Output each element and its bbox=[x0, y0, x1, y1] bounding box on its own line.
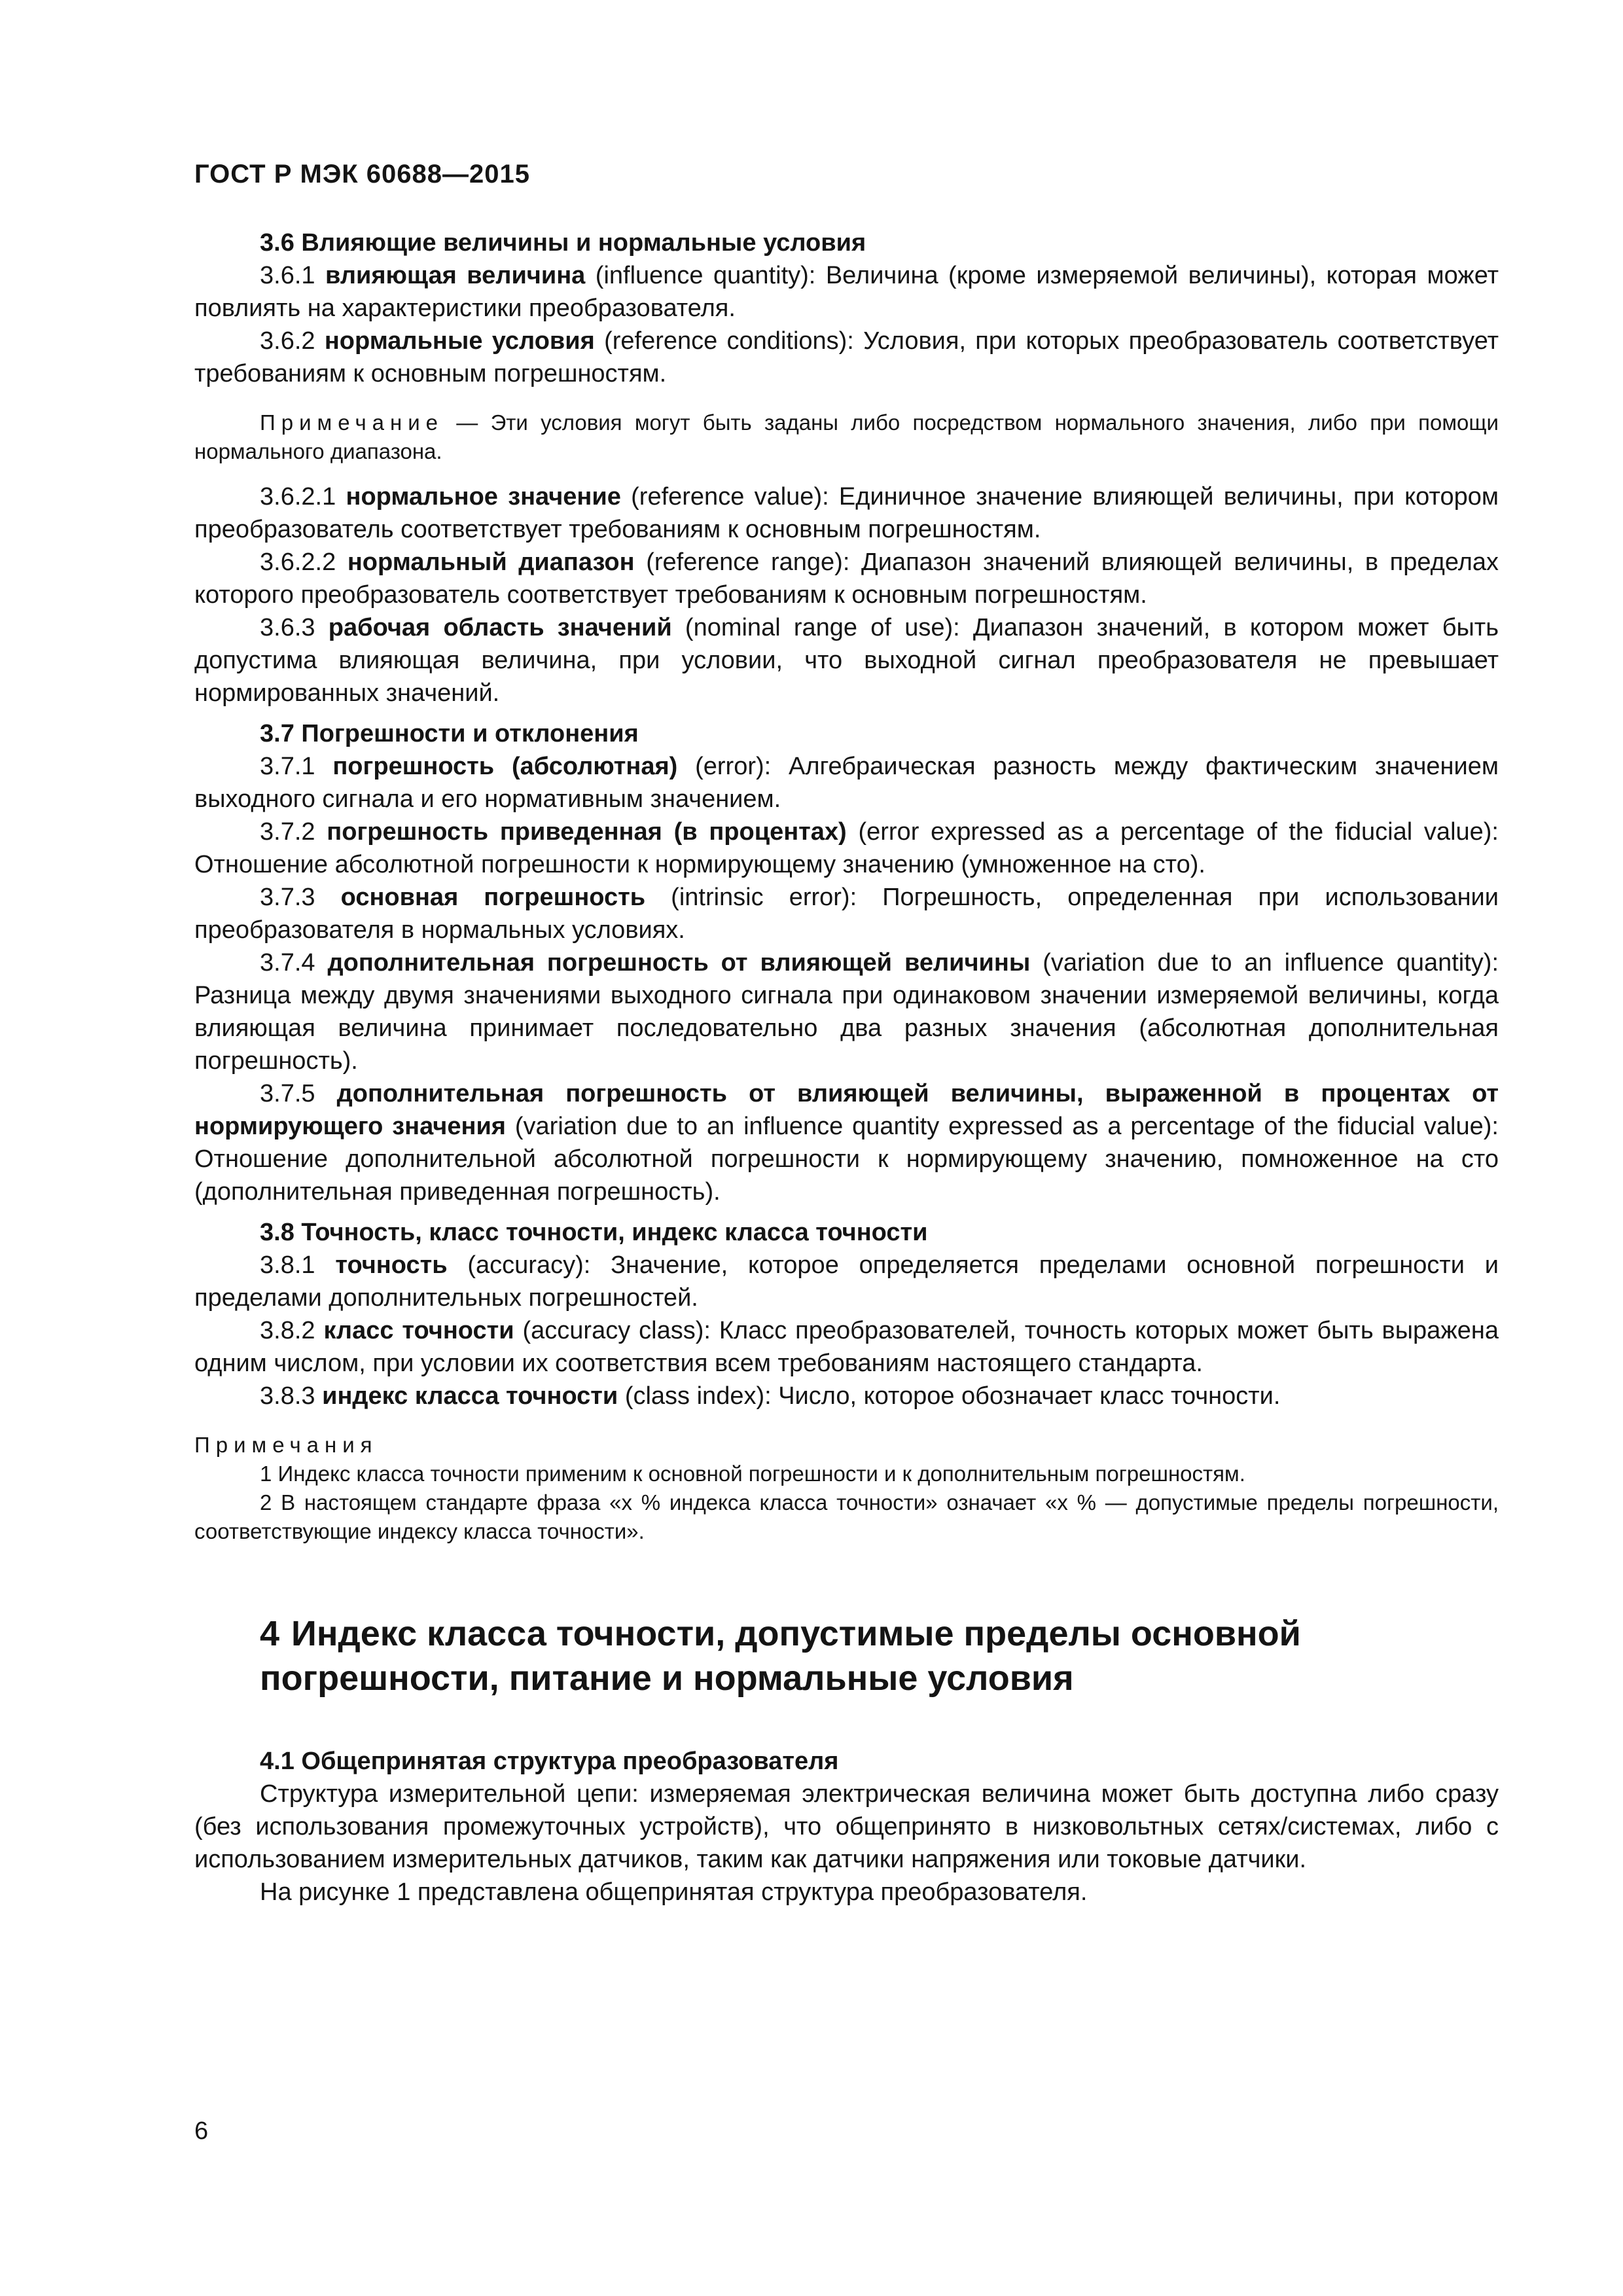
definition: (reference conditions): Условия, при которых преобразователь соответствует требованиям к основным погрешностям. bbox=[194, 327, 1499, 387]
term: основная погрешность bbox=[340, 884, 646, 911]
definition: (accuracy): Значение, которое определяется пределами основной погрешности и пределами дополнительных погрешностей. bbox=[194, 1251, 1499, 1312]
section-heading-3-6: 3.6 Влияющие величины и нормальные условия bbox=[260, 229, 866, 257]
note-1: 1 Индекс класса точности применим к основной погрешности и к дополнительным погрешностям. bbox=[260, 1462, 1245, 1486]
section-title-4 bbox=[194, 1611, 1499, 1700]
definition: (nominal range of use): Диапазон значений, в котором может быть допустима влияющая величина, при условии, что выходной сигнал преобразователя не превышает нормированных значений. bbox=[194, 614, 1499, 707]
paragraph-4-1-2: На рисунке 1 представлена общепринятая структура преобразователя. bbox=[260, 1878, 1088, 1906]
definition: (accuracy class): Класс преобразователей, точность которых может быть выражена одним числом, при условии их соответствия всем требованиям настоящего стандарта. bbox=[194, 1317, 1499, 1377]
definition: (variation due to an influence quantity expressed as a percentage of the fiducial value): Отношение дополнительной абсолютной погрешности к нормирующему значению, помноженное на сто (дополнительная приведенная погрешность). bbox=[194, 1113, 1499, 1206]
definition: (class index): Число, которое обозначает класс точности. bbox=[618, 1382, 1281, 1410]
clause-number: 3.6.3 bbox=[260, 614, 315, 641]
definition: (reference range): Диапазон значений влияющей величины, в пределах которого преобразователь соответствует требованиям к основным погрешностям. bbox=[194, 548, 1499, 609]
clause-number: 3.7.2 bbox=[260, 818, 315, 846]
clause-3-8-2 bbox=[194, 1314, 1499, 1380]
clause-3-6-2-2 bbox=[194, 546, 1499, 611]
section-title-text: Индекс класса точности, допустимые пределы основной погрешности, питание и нормальные условия bbox=[260, 1614, 1301, 1698]
page-header-doc-id: ГОСТ Р МЭК 60688—2015 bbox=[194, 160, 531, 188]
page-number: 6 bbox=[194, 2117, 209, 2145]
clause-3-7-3 bbox=[194, 881, 1499, 946]
clause-number: 3.7.5 bbox=[260, 1080, 315, 1107]
note-text: — Эти условия могут быть заданы либо посредством нормального значения, либо при помощи нормального диапазона. bbox=[194, 410, 1499, 463]
term: дополнительная погрешность от влияющей величины, выраженной в процентах от нормирующего значения bbox=[194, 1080, 1499, 1140]
term: класс точности bbox=[323, 1317, 514, 1344]
term: погрешность приведенная (в процентах) bbox=[327, 818, 847, 846]
clause-3-8-3 bbox=[194, 1380, 1499, 1412]
definition: (influence quantity): Величина (кроме измеряемой величины), которая может повлиять на характеристики преобразователя. bbox=[194, 262, 1499, 322]
section-number: 4 bbox=[260, 1614, 280, 1653]
term: нормальный диапазон bbox=[347, 548, 635, 576]
definition: (reference value): Единичное значение влияющей величины, при котором преобразователь соответствует требованиям к основным погрешностям. bbox=[194, 483, 1499, 543]
clause-3-6-3 bbox=[194, 611, 1499, 709]
section-heading-4-1: 4.1 Общепринятая структура преобразователя bbox=[260, 1748, 839, 1775]
clause-number: 3.7.1 bbox=[260, 753, 315, 780]
clause-3-6-2-1 bbox=[194, 480, 1499, 546]
term: рабочая область значений bbox=[328, 614, 672, 641]
paragraph-4-1-1: Структура измерительной цепи: измеряемая электрическая величина может быть доступна либо сразу (без использования промежуточных устройств), что общепринято в низковольтных сетях/системах, либо с использованием измерительных датчиков, таким как датчики напряжения или токовые датчики. bbox=[194, 1780, 1499, 1873]
clause-number: 3.7.3 bbox=[260, 884, 315, 911]
clause-3-6-2 bbox=[194, 325, 1499, 390]
clause-number: 3.6.2.2 bbox=[260, 548, 336, 576]
definition: (error expressed as a percentage of the fiducial value): Отношение абсолютной погрешности к нормирующему значению (умноженное на сто). bbox=[194, 818, 1499, 878]
term: влияющая величина bbox=[325, 262, 586, 289]
clause-number: 3.7.4 bbox=[260, 949, 315, 977]
note-3-6-2 bbox=[194, 408, 1499, 466]
clause-3-7-1 bbox=[194, 750, 1499, 816]
term: точность bbox=[335, 1251, 448, 1279]
document-body bbox=[194, 226, 1499, 1909]
clause-3-7-4 bbox=[194, 946, 1499, 1077]
clause-3-6-1 bbox=[194, 259, 1499, 325]
definition: (error): Алгебраическая разность между фактическим значением выходного сигнала и его нормативным значением. bbox=[194, 753, 1499, 813]
term: нормальное значение bbox=[346, 483, 621, 511]
term: индекс класса точности bbox=[322, 1382, 618, 1410]
term: дополнительная погрешность от влияющей величины bbox=[327, 949, 1031, 977]
term: погрешность (абсолютная) bbox=[332, 753, 678, 780]
notes-label: Примечания bbox=[194, 1433, 378, 1457]
clause-number: 3.8.1 bbox=[260, 1251, 315, 1279]
clause-number: 3.6.1 bbox=[260, 262, 315, 289]
clause-number: 3.8.2 bbox=[260, 1317, 315, 1344]
term: нормальные условия bbox=[324, 327, 595, 355]
section-heading-3-8: 3.8 Точность, класс точности, индекс класса точности bbox=[260, 1219, 928, 1246]
clause-number: 3.8.3 bbox=[260, 1382, 315, 1410]
section-heading-3-7: 3.7 Погрешности и отклонения bbox=[260, 720, 639, 747]
note-label: Примечание bbox=[260, 410, 444, 435]
clause-3-7-2 bbox=[194, 816, 1499, 881]
definition: (variation due to an influence quantity): Разница между двумя значениями выходного сигнала при одинаковом значении измеряемой величины, когда влияющая величина принимает последовательно два разных значения (абсолютная дополнительная погрешность). bbox=[194, 949, 1499, 1075]
clause-3-7-5 bbox=[194, 1077, 1499, 1208]
notes-3-8 bbox=[194, 1431, 1499, 1460]
note-2: 2 В настоящем стандарте фраза «x % индекса класса точности» означает «x % — допустимые пределы погрешности, соответствующие индексу класса точности». bbox=[194, 1490, 1499, 1543]
clause-number: 3.6.2 bbox=[260, 327, 315, 355]
clause-3-8-1 bbox=[194, 1249, 1499, 1314]
definition: (intrinsic error): Погрешность, определенная при использовании преобразователя в нормальных условиях. bbox=[194, 884, 1499, 944]
clause-number: 3.6.2.1 bbox=[260, 483, 336, 511]
